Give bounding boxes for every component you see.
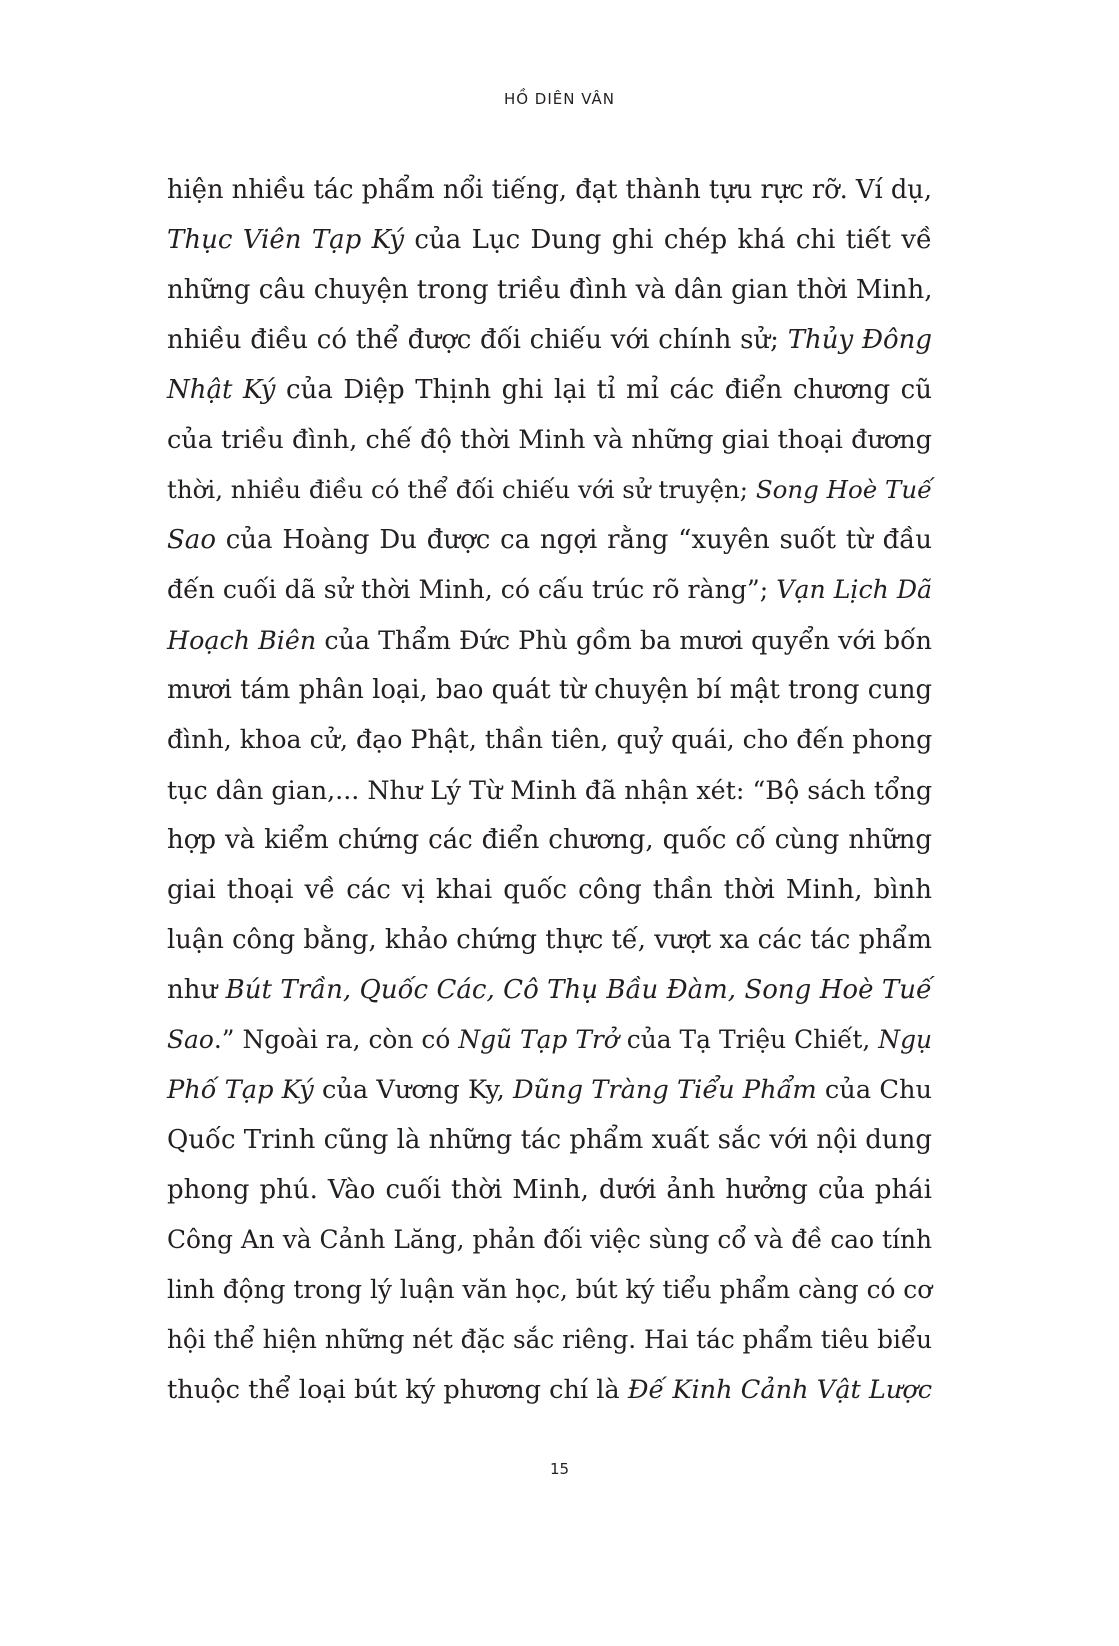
text-line: [167, 1315, 932, 1365]
text-run: của Tạ Triệu Chiết,: [618, 1025, 879, 1054]
text-line: [167, 1165, 932, 1215]
text-line: [167, 365, 932, 415]
italic-title-text: Bút Trần, Quốc Các, Cô Thụ Bầu Đàm, Song Hoè Tuế: [225, 975, 932, 1005]
text-run: hội thể hiện những nét đặc sắc riêng. Hai tác phẩm tiêu biểu: [167, 1325, 932, 1354]
text-line: [167, 165, 932, 215]
text-run: như: [167, 975, 226, 1005]
text-line: [167, 915, 932, 965]
text-line: [167, 515, 932, 565]
text-line: [167, 465, 932, 515]
page-number: 15: [549, 1460, 570, 1478]
text-line: [167, 765, 932, 815]
italic-title-text: Sao: [167, 1025, 214, 1054]
text-run: giai thoại về các vị khai quốc công thần thời Minh, bình: [167, 875, 932, 905]
italic-title-text: Nhật Ký: [167, 375, 276, 405]
text-run: đến cuối dã sử thời Minh, có cấu trúc rõ ràng”;: [167, 575, 777, 604]
text-run: của Diệp Thịnh ghi lại tỉ mỉ các điển chương cũ: [275, 375, 932, 405]
italic-title-text: Đế Kinh Cảnh Vật Lược: [627, 1375, 933, 1405]
text-line: [167, 415, 932, 465]
italic-title-text: Hoạch Biên: [167, 625, 317, 655]
text-line: [167, 1265, 932, 1315]
text-run: của Lục Dung ghi chép khá chi tiết về: [404, 225, 932, 255]
italic-title-text: Ngụ: [878, 1025, 933, 1054]
text-run: linh động trong lý luận văn học, bút ký tiểu phẩm càng có cơ: [167, 1275, 933, 1304]
text-line: [167, 715, 932, 765]
text-run: của Hoàng Du được ca ngợi rằng “xuyên suốt từ đầu: [215, 525, 932, 555]
italic-title-text: Song Hoè Tuế: [755, 475, 933, 504]
italic-title-text: Thục Viên Tạp Ký: [167, 225, 405, 255]
text-run: của Chu: [816, 1075, 932, 1105]
text-line: [167, 315, 932, 365]
text-run: thuộc thể loại bút ký phương chí là: [167, 1375, 628, 1405]
text-line: [167, 615, 932, 665]
italic-title-text: Dũng Tràng Tiểu Phẩm: [512, 1075, 817, 1105]
text-run: Quốc Trinh cũng là những tác phẩm xuất sắc với nội dung: [167, 1125, 932, 1155]
text-run: đình, khoa cử, đạo Phật, thần tiên, quỷ quái, cho đến phong: [167, 725, 933, 754]
text-run: hiện nhiều tác phẩm nổi tiếng, đạt thành tựu rực rỡ. Ví dụ,: [167, 175, 933, 205]
text-run: của Vương Ky,: [313, 1075, 513, 1105]
text-line: [167, 1365, 932, 1415]
italic-title-text: Vạn Lịch Dã: [776, 575, 933, 604]
text-run: của triều đình, chế độ thời Minh và những giai thoại đương: [167, 425, 932, 455]
text-line: [167, 665, 932, 715]
text-run: của Thẩm Đức Phù gồm ba mươi quyển với bốn: [316, 625, 932, 655]
text-run: luận công bằng, khảo chứng thực tế, vượt xa các tác phẩm: [167, 925, 932, 955]
text-line: [167, 1015, 932, 1065]
text-run: nhiều điều có thể được đối chiếu với chính sử;: [167, 325, 788, 355]
text-line: [167, 1215, 932, 1265]
text-run: phong phú. Vào cuối thời Minh, dưới ảnh hưởng của phái: [167, 1175, 932, 1205]
text-run: thời, nhiều điều có thể đối chiếu với sử truyện;: [167, 475, 756, 504]
text-run: những câu chuyện trong triều đình và dân gian thời Minh,: [167, 275, 933, 305]
text-line: [167, 965, 932, 1015]
italic-title-text: Ngũ Tạp Trở: [458, 1025, 619, 1054]
text-run: hợp và kiểm chứng các điển chương, quốc cố cùng những: [167, 825, 932, 855]
text-line: [167, 565, 932, 615]
body-text: [167, 165, 932, 1415]
text-run: Công An và Cảnh Lăng, phản đối việc sùng cổ và đề cao tính: [167, 1225, 932, 1254]
text-run: mươi tám phân loại, bao quát từ chuyện bí mật trong cung: [167, 675, 932, 705]
text-line: [167, 215, 932, 265]
text-line: [167, 265, 932, 315]
italic-title-text: Thủy Đông: [787, 325, 933, 355]
text-line: [167, 1065, 932, 1115]
text-run: tục dân gian,... Như Lý Từ Minh đã nhận xét: “Bộ sách tổng: [167, 775, 933, 805]
text-run: .” Ngoài ra, còn có: [213, 1025, 459, 1054]
text-line: [167, 815, 932, 865]
italic-title-text: Sao: [167, 525, 216, 555]
italic-title-text: Phố Tạp Ký: [167, 1075, 314, 1105]
text-line: [167, 865, 932, 915]
running-head: HỒ DIÊN VÂN: [503, 90, 616, 108]
text-line: [167, 1115, 932, 1165]
